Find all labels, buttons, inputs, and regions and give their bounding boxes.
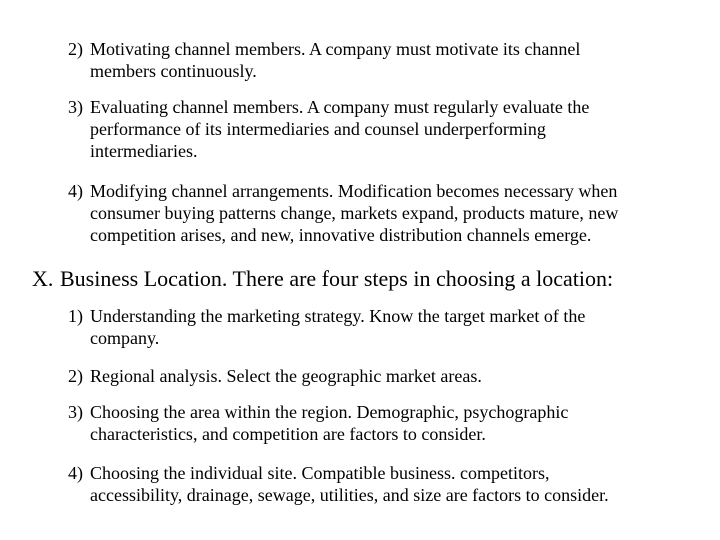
list-item-line: consumer buying patterns change, markets expand, products mature, new: [90, 203, 619, 223]
list-item-line: performance of its intermediaries and counsel underperforming: [90, 119, 546, 139]
list-item-line: members continuously.: [90, 61, 257, 81]
list-item-line: Motivating channel members. A company must motivate its channel: [90, 39, 581, 59]
list-item-line: Evaluating channel members. A company must regularly evaluate the: [90, 97, 590, 117]
list-item-line: Choosing the individual site. Compatible business. competitors,: [90, 463, 550, 483]
list-item-number: 2): [68, 366, 83, 386]
list-item-number: 3): [68, 402, 83, 422]
section-title: Business Location. There are four steps in choosing a location:: [60, 266, 614, 291]
list-item-x-4: [68, 462, 609, 506]
list-item-line: accessibility, drainage, sewage, utilities, and size are factors to consider.: [90, 485, 609, 505]
list-item-ix-4: [68, 180, 618, 246]
list-item-number: 4): [68, 181, 83, 201]
list-item-x-1: [68, 305, 585, 349]
list-item-number: 4): [68, 463, 83, 483]
list-item-line: competition arises, and new, innovative distribution channels emerge.: [90, 225, 592, 245]
list-item-line: Choosing the area within the region. Demographic, psychographic: [90, 402, 569, 422]
list-item-line: intermediaries.: [90, 141, 198, 161]
section-number: X.: [32, 266, 54, 291]
list-item-line: Regional analysis. Select the geographic market areas.: [90, 366, 482, 386]
list-item-line: characteristics, and competition are factors to consider.: [90, 424, 486, 444]
list-item-line: company.: [90, 328, 160, 348]
list-item-line: Modifying channel arrangements. Modification becomes necessary when: [90, 181, 618, 201]
list-item-line: Understanding the marketing strategy. Know the target market of the: [90, 306, 586, 326]
list-item-number: 1): [68, 306, 83, 326]
list-item-number: 3): [68, 97, 83, 117]
list-item-ix-3: [68, 96, 589, 162]
section-heading: [32, 266, 613, 292]
list-item-number: 2): [68, 39, 83, 59]
list-item-x-2: [68, 365, 482, 387]
list-item-x-3: [68, 401, 568, 445]
list-item-ix-2: [68, 38, 580, 82]
